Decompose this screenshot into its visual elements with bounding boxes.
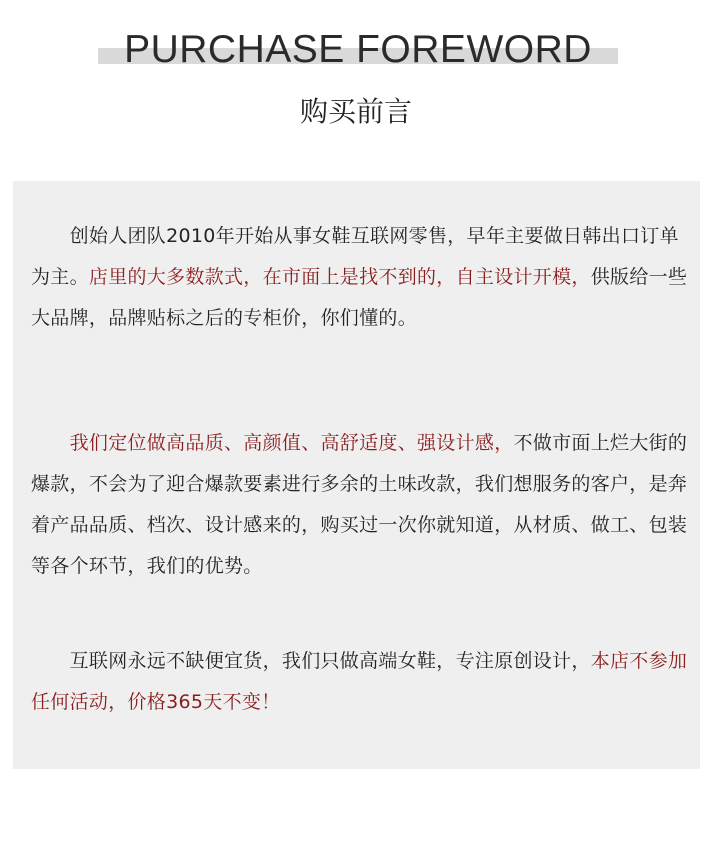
paragraph-3-highlight: 本店不参加任何活动，价格365天不变！ bbox=[31, 650, 688, 713]
paragraph-1-text-b: 供版给一些大品牌，品牌贴标之后的专柜价，你们懂的。 bbox=[31, 266, 688, 329]
paragraph-3 bbox=[31, 641, 693, 723]
page-title-english: PURCHASE FOREWORD bbox=[124, 28, 592, 71]
page-title-chinese: 购买前言 bbox=[299, 95, 412, 128]
title-block bbox=[98, 28, 618, 72]
paragraph-2-highlight: 我们定位做高品质、高颜值、高舒适度、强设计感， bbox=[69, 432, 514, 454]
paragraph-1 bbox=[31, 216, 693, 339]
paragraph-2-text: 不做市面上烂大街的爆款，不会为了迎合爆款要素进行多余的土味改款，我们想服务的客户，是奔着产品品质、档次、设计感来的，购买过一次你就知道，从材质、做工、包装等各个环节，我们的优势。 bbox=[31, 432, 688, 577]
paragraph-3-text: 互联网永远不缺便宜货，我们只做高端女鞋，专注原创设计， bbox=[31, 650, 591, 672]
paragraph-1-text-a: 创始人团队2010年开始从事女鞋互联网零售，早年主要做日韩出口订单为主。 bbox=[31, 225, 679, 288]
paragraph-1-highlight: 店里的大多数款式，在市面上是找不到的，自主设计开模， bbox=[88, 266, 591, 288]
paragraph-2-indent bbox=[31, 432, 70, 454]
paragraph-2 bbox=[31, 423, 693, 587]
foreword-panel bbox=[13, 181, 700, 769]
